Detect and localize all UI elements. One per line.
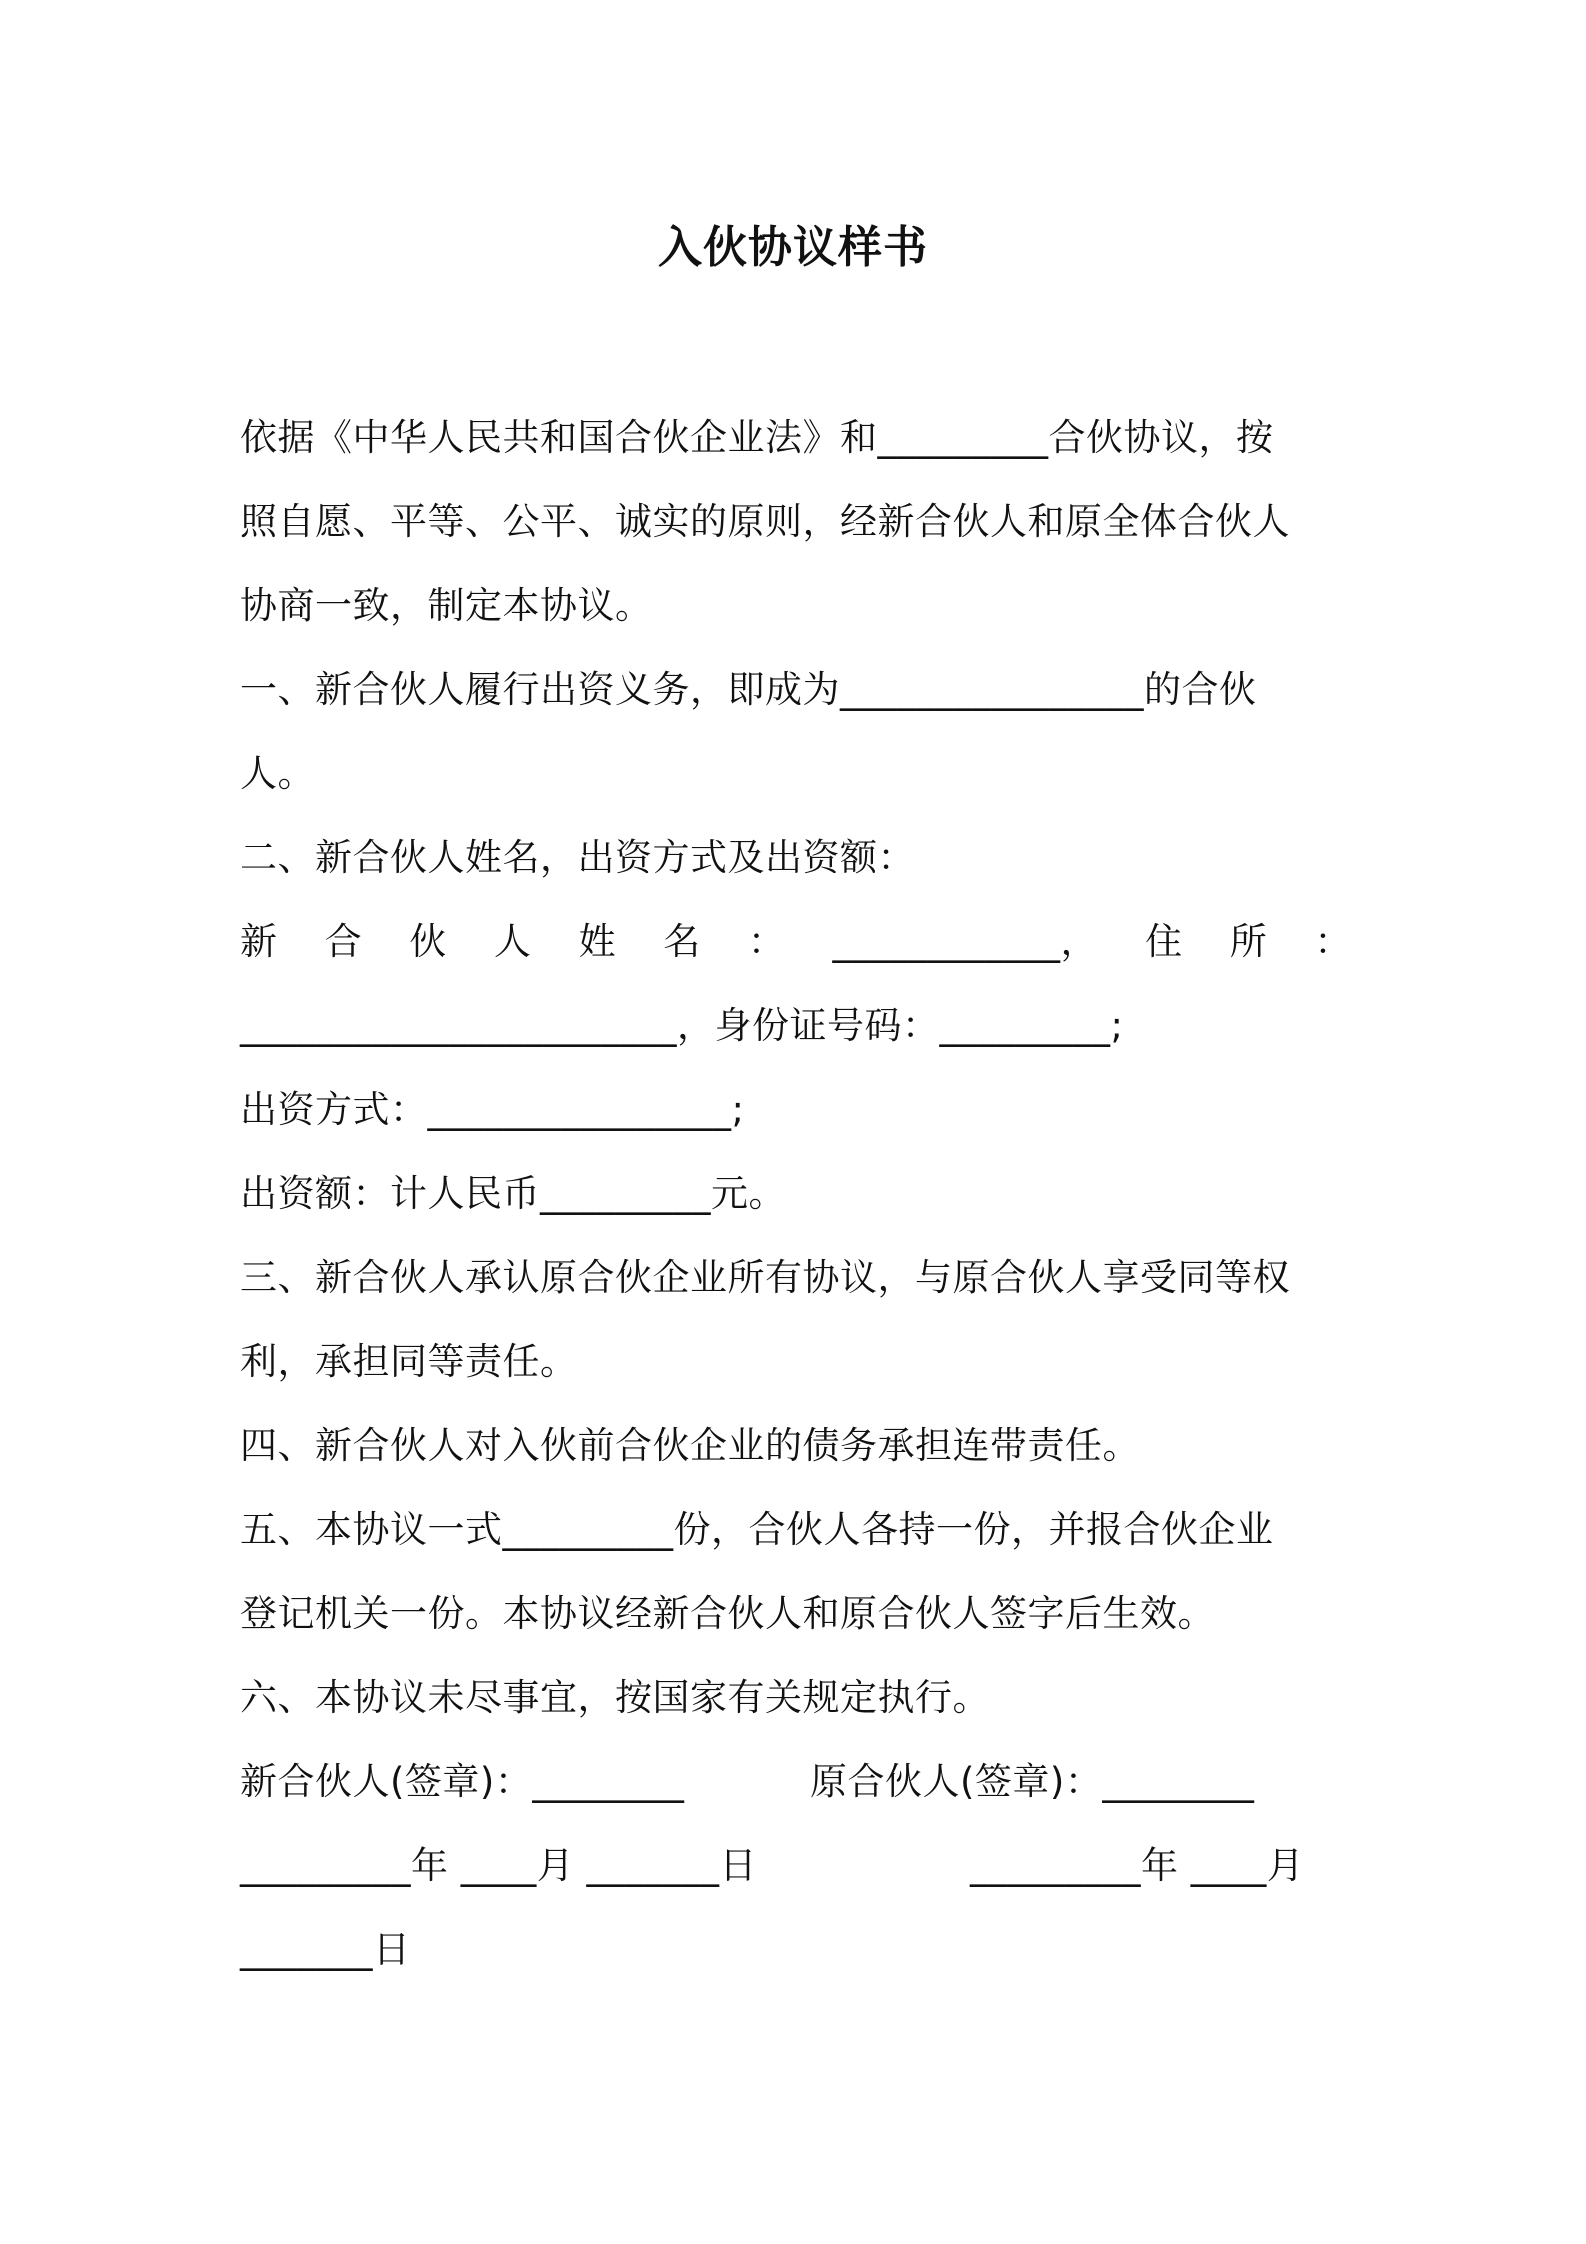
original-partner-date-part-2: _______日 [240,1928,411,1971]
name-row-char: 人 [493,920,532,963]
name-row-char: 新 [240,920,278,963]
original-partner-signature: 原合伙人(签章)：________ [810,1760,1255,1803]
name-row-char: 名 [663,920,701,963]
contribution-amount-line: 出资额：计人民币_________元。 [240,1172,786,1215]
intro-line-3: 协商一致，制定本协议。 [240,584,653,627]
name-row-char: 住 [1145,920,1183,963]
name-row-char: 合 [324,920,363,963]
clause-1-line-2: 人。 [240,752,315,795]
clause-1-line-1: 一、新合伙人履行出资义务，即成为________________的合伙 [240,668,1257,711]
clause-4-line-1: 四、新合伙人对入伙前合伙企业的债务承担连带责任。 [240,1424,1140,1467]
address-id-line: _______________________，身份证号码：_________; [240,1004,1124,1047]
document-title: 入伙协议样书 [658,222,928,273]
name-row-char: 所 [1229,920,1268,963]
new-partner-signature: 新合伙人(签章)：________ [240,1760,685,1803]
name-row-char: ： [1314,920,1352,963]
clause-3-line-1: 三、新合伙人承认原合伙企业所有协议，与原合伙人享受同等权 [240,1256,1290,1299]
signature-row [240,1740,1352,1824]
new-partner-date: _________年 ____月 _______日 [240,1844,758,1887]
name-row-char: ： [747,920,786,963]
name-blank: ____________， [832,920,1098,963]
contribution-method-line: 出资方式：________________; [240,1088,745,1131]
name-row-char: 伙 [409,920,447,963]
partner-name-row [240,900,1352,984]
clause-5-line-2: 登记机关一份。本协议经新合伙人和原合伙人签字后生效。 [240,1592,1215,1635]
date-row [240,1824,1352,1908]
clause-3-line-2: 利，承担同等责任。 [240,1340,578,1383]
clause-6-line-1: 六、本协议未尽事宜，按国家有关规定执行。 [240,1676,990,1719]
document-body [240,396,1352,1992]
clause-5-line-1: 五、本协议一式_________份，合伙人各持一份，并报合伙企业 [240,1508,1274,1551]
name-row-char: 姓 [578,920,617,963]
intro-line-1: 依据《中华人民共和国合伙企业法》和_________合伙协议，按 [240,416,1274,459]
intro-line-2: 照自愿、平等、公平、诚实的原则，经新合伙人和原全体合伙人 [240,500,1290,543]
original-partner-date-part-1: _________年 ____月 [970,1844,1305,1887]
clause-2-heading: 二、新合伙人姓名，出资方式及出资额： [240,836,915,879]
